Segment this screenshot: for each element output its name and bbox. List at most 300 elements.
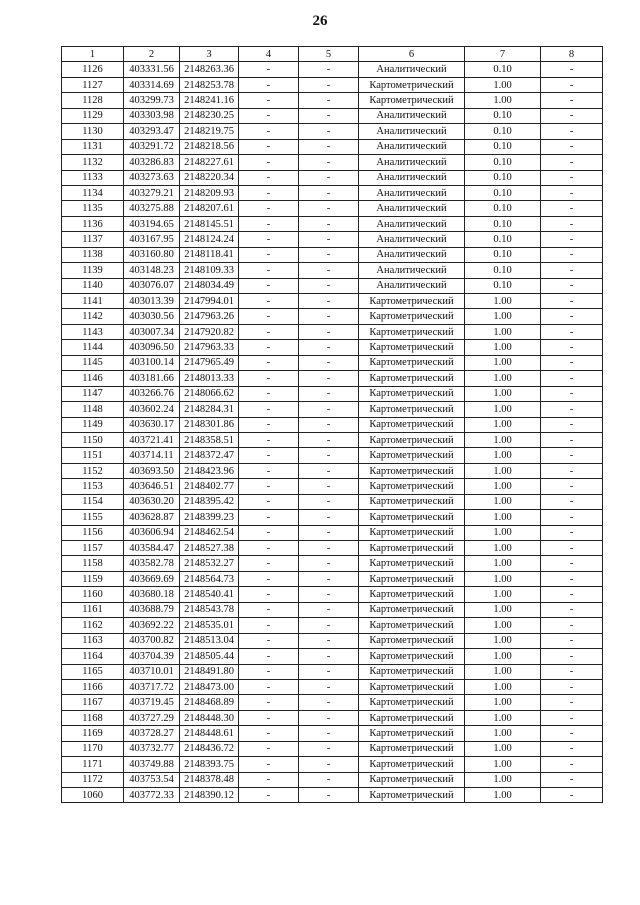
column-4-cell: -	[239, 93, 299, 108]
accuracy-cell: 1.00	[465, 757, 541, 772]
table-row	[62, 216, 603, 231]
y-coordinate-cell: 2148527.38	[180, 541, 239, 556]
y-coordinate-cell: 2148284.31	[180, 402, 239, 417]
point-number-cell: 1165	[62, 664, 124, 679]
method-cell: Картометрический	[359, 710, 465, 725]
point-number-cell: 1133	[62, 170, 124, 185]
coordinates-table	[61, 46, 603, 803]
y-coordinate-cell: 2148393.75	[180, 757, 239, 772]
column-5-cell: -	[299, 772, 359, 787]
column-4-cell: -	[239, 649, 299, 664]
x-coordinate-cell: 403772.33	[124, 788, 180, 803]
x-coordinate-cell: 403693.50	[124, 463, 180, 478]
y-coordinate-cell: 2148227.61	[180, 155, 239, 170]
y-coordinate-cell: 2148564.73	[180, 571, 239, 586]
column-8-cell: -	[541, 278, 603, 293]
table-row	[62, 710, 603, 725]
table-row	[62, 247, 603, 262]
accuracy-cell: 1.00	[465, 448, 541, 463]
point-number-cell: 1060	[62, 788, 124, 803]
column-4-cell: -	[239, 294, 299, 309]
column-8-cell: -	[541, 479, 603, 494]
accuracy-cell: 1.00	[465, 479, 541, 494]
table-row	[62, 170, 603, 185]
point-number-cell: 1147	[62, 386, 124, 401]
column-header: 6	[359, 47, 465, 62]
x-coordinate-cell: 403753.54	[124, 772, 180, 787]
table-row	[62, 62, 603, 77]
table-row	[62, 371, 603, 386]
point-number-cell: 1139	[62, 263, 124, 278]
point-number-cell: 1143	[62, 324, 124, 339]
method-cell: Картометрический	[359, 371, 465, 386]
column-5-cell: -	[299, 726, 359, 741]
column-header: 2	[124, 47, 180, 62]
table-row	[62, 695, 603, 710]
column-5-cell: -	[299, 170, 359, 185]
column-8-cell: -	[541, 108, 603, 123]
accuracy-cell: 0.10	[465, 185, 541, 200]
y-coordinate-cell: 2148207.61	[180, 201, 239, 216]
x-coordinate-cell: 403714.11	[124, 448, 180, 463]
y-coordinate-cell: 2148448.61	[180, 726, 239, 741]
column-8-cell: -	[541, 324, 603, 339]
x-coordinate-cell: 403299.73	[124, 93, 180, 108]
method-cell: Аналитический	[359, 170, 465, 185]
accuracy-cell: 1.00	[465, 93, 541, 108]
table-row	[62, 494, 603, 509]
x-coordinate-cell: 403100.14	[124, 355, 180, 370]
y-coordinate-cell: 2147965.49	[180, 355, 239, 370]
accuracy-cell: 0.10	[465, 263, 541, 278]
column-header: 8	[541, 47, 603, 62]
accuracy-cell: 0.10	[465, 278, 541, 293]
table-row	[62, 417, 603, 432]
method-cell: Картометрический	[359, 788, 465, 803]
point-number-cell: 1163	[62, 633, 124, 648]
column-5-cell: -	[299, 62, 359, 77]
column-4-cell: -	[239, 695, 299, 710]
y-coordinate-cell: 2148395.42	[180, 494, 239, 509]
table-body	[62, 62, 603, 803]
column-5-cell: -	[299, 587, 359, 602]
x-coordinate-cell: 403266.76	[124, 386, 180, 401]
point-number-cell: 1167	[62, 695, 124, 710]
column-8-cell: -	[541, 62, 603, 77]
accuracy-cell: 1.00	[465, 587, 541, 602]
column-5-cell: -	[299, 201, 359, 216]
point-number-cell: 1157	[62, 541, 124, 556]
table-row	[62, 155, 603, 170]
y-coordinate-cell: 2148124.24	[180, 232, 239, 247]
column-8-cell: -	[541, 602, 603, 617]
table-row	[62, 757, 603, 772]
x-coordinate-cell: 403096.50	[124, 340, 180, 355]
point-number-cell: 1166	[62, 679, 124, 694]
y-coordinate-cell: 2148013.33	[180, 371, 239, 386]
y-coordinate-cell: 2148532.27	[180, 556, 239, 571]
column-5-cell: -	[299, 324, 359, 339]
table-row	[62, 602, 603, 617]
method-cell: Аналитический	[359, 124, 465, 139]
table-row	[62, 93, 603, 108]
y-coordinate-cell: 2148218.56	[180, 139, 239, 154]
x-coordinate-cell: 403076.07	[124, 278, 180, 293]
accuracy-cell: 1.00	[465, 664, 541, 679]
method-cell: Картометрический	[359, 741, 465, 756]
point-number-cell: 1137	[62, 232, 124, 247]
method-cell: Картометрический	[359, 695, 465, 710]
column-8-cell: -	[541, 185, 603, 200]
x-coordinate-cell: 403704.39	[124, 649, 180, 664]
method-cell: Картометрический	[359, 463, 465, 478]
point-number-cell: 1160	[62, 587, 124, 602]
point-number-cell: 1146	[62, 371, 124, 386]
accuracy-cell: 1.00	[465, 649, 541, 664]
y-coordinate-cell: 2148253.78	[180, 77, 239, 92]
accuracy-cell: 0.10	[465, 108, 541, 123]
accuracy-cell: 1.00	[465, 741, 541, 756]
y-coordinate-cell: 2148209.93	[180, 185, 239, 200]
method-cell: Картометрический	[359, 602, 465, 617]
column-4-cell: -	[239, 571, 299, 586]
point-number-cell: 1129	[62, 108, 124, 123]
accuracy-cell: 1.00	[465, 494, 541, 509]
column-8-cell: -	[541, 77, 603, 92]
column-8-cell: -	[541, 386, 603, 401]
x-coordinate-cell: 403584.47	[124, 541, 180, 556]
point-number-cell: 1131	[62, 139, 124, 154]
y-coordinate-cell: 2148230.25	[180, 108, 239, 123]
table-row	[62, 139, 603, 154]
method-cell: Аналитический	[359, 278, 465, 293]
column-4-cell: -	[239, 62, 299, 77]
column-4-cell: -	[239, 587, 299, 602]
column-4-cell: -	[239, 479, 299, 494]
y-coordinate-cell: 2148220.34	[180, 170, 239, 185]
accuracy-cell: 1.00	[465, 463, 541, 478]
y-coordinate-cell: 2148436.72	[180, 741, 239, 756]
column-8-cell: -	[541, 216, 603, 231]
x-coordinate-cell: 403314.69	[124, 77, 180, 92]
x-coordinate-cell: 403194.65	[124, 216, 180, 231]
column-5-cell: -	[299, 340, 359, 355]
column-header: 1	[62, 47, 124, 62]
point-number-cell: 1170	[62, 741, 124, 756]
point-number-cell: 1136	[62, 216, 124, 231]
column-5-cell: -	[299, 757, 359, 772]
column-4-cell: -	[239, 432, 299, 447]
column-4-cell: -	[239, 679, 299, 694]
accuracy-cell: 1.00	[465, 309, 541, 324]
column-8-cell: -	[541, 124, 603, 139]
method-cell: Картометрический	[359, 772, 465, 787]
column-4-cell: -	[239, 618, 299, 633]
method-cell: Картометрический	[359, 309, 465, 324]
point-number-cell: 1161	[62, 602, 124, 617]
table-row	[62, 355, 603, 370]
table-row	[62, 633, 603, 648]
column-header: 4	[239, 47, 299, 62]
x-coordinate-cell: 403279.21	[124, 185, 180, 200]
y-coordinate-cell: 2148491.80	[180, 664, 239, 679]
method-cell: Картометрический	[359, 479, 465, 494]
column-8-cell: -	[541, 571, 603, 586]
accuracy-cell: 1.00	[465, 355, 541, 370]
point-number-cell: 1148	[62, 402, 124, 417]
method-cell: Картометрический	[359, 679, 465, 694]
accuracy-cell: 1.00	[465, 602, 541, 617]
method-cell: Картометрический	[359, 77, 465, 92]
y-coordinate-cell: 2147994.01	[180, 294, 239, 309]
column-4-cell: -	[239, 170, 299, 185]
column-4-cell: -	[239, 278, 299, 293]
x-coordinate-cell: 403582.78	[124, 556, 180, 571]
point-number-cell: 1135	[62, 201, 124, 216]
table-row	[62, 124, 603, 139]
table-row	[62, 294, 603, 309]
point-number-cell: 1141	[62, 294, 124, 309]
x-coordinate-cell: 403721.41	[124, 432, 180, 447]
method-cell: Картометрический	[359, 556, 465, 571]
point-number-cell: 1134	[62, 185, 124, 200]
y-coordinate-cell: 2148448.30	[180, 710, 239, 725]
column-8-cell: -	[541, 757, 603, 772]
column-8-cell: -	[541, 294, 603, 309]
y-coordinate-cell: 2148468.89	[180, 695, 239, 710]
column-5-cell: -	[299, 649, 359, 664]
y-coordinate-cell: 2148462.54	[180, 525, 239, 540]
table-row	[62, 201, 603, 216]
y-coordinate-cell: 2148423.96	[180, 463, 239, 478]
x-coordinate-cell: 403275.88	[124, 201, 180, 216]
y-coordinate-cell: 2148473.00	[180, 679, 239, 694]
x-coordinate-cell: 403728.27	[124, 726, 180, 741]
column-5-cell: -	[299, 541, 359, 556]
x-coordinate-cell: 403160.80	[124, 247, 180, 262]
column-5-cell: -	[299, 185, 359, 200]
column-4-cell: -	[239, 710, 299, 725]
column-8-cell: -	[541, 340, 603, 355]
table-row	[62, 772, 603, 787]
method-cell: Картометрический	[359, 541, 465, 556]
x-coordinate-cell: 403732.77	[124, 741, 180, 756]
column-4-cell: -	[239, 463, 299, 478]
column-5-cell: -	[299, 417, 359, 432]
table-row	[62, 510, 603, 525]
column-8-cell: -	[541, 525, 603, 540]
table-row	[62, 324, 603, 339]
column-4-cell: -	[239, 185, 299, 200]
column-header: 7	[465, 47, 541, 62]
y-coordinate-cell: 2148513.04	[180, 633, 239, 648]
column-4-cell: -	[239, 263, 299, 278]
method-cell: Картометрический	[359, 432, 465, 447]
column-5-cell: -	[299, 139, 359, 154]
column-8-cell: -	[541, 232, 603, 247]
method-cell: Картометрический	[359, 587, 465, 602]
y-coordinate-cell: 2148540.41	[180, 587, 239, 602]
y-coordinate-cell: 2148066.62	[180, 386, 239, 401]
method-cell: Картометрический	[359, 402, 465, 417]
table-row	[62, 448, 603, 463]
y-coordinate-cell: 2147963.26	[180, 309, 239, 324]
table-row	[62, 525, 603, 540]
column-4-cell: -	[239, 494, 299, 509]
table-row	[62, 618, 603, 633]
column-4-cell: -	[239, 155, 299, 170]
column-5-cell: -	[299, 216, 359, 231]
column-5-cell: -	[299, 741, 359, 756]
column-8-cell: -	[541, 772, 603, 787]
method-cell: Картометрический	[359, 417, 465, 432]
method-cell: Картометрический	[359, 618, 465, 633]
point-number-cell: 1138	[62, 247, 124, 262]
x-coordinate-cell: 403749.88	[124, 757, 180, 772]
accuracy-cell: 0.10	[465, 216, 541, 231]
accuracy-cell: 1.00	[465, 571, 541, 586]
column-8-cell: -	[541, 494, 603, 509]
column-8-cell: -	[541, 247, 603, 262]
table-row	[62, 741, 603, 756]
table-row	[62, 463, 603, 478]
point-number-cell: 1132	[62, 155, 124, 170]
accuracy-cell: 0.10	[465, 62, 541, 77]
x-coordinate-cell: 403630.20	[124, 494, 180, 509]
point-number-cell: 1142	[62, 309, 124, 324]
x-coordinate-cell: 403630.17	[124, 417, 180, 432]
table-row	[62, 108, 603, 123]
column-5-cell: -	[299, 155, 359, 170]
column-5-cell: -	[299, 355, 359, 370]
accuracy-cell: 0.10	[465, 124, 541, 139]
point-number-cell: 1151	[62, 448, 124, 463]
column-header: 5	[299, 47, 359, 62]
column-8-cell: -	[541, 541, 603, 556]
method-cell: Аналитический	[359, 108, 465, 123]
point-number-cell: 1171	[62, 757, 124, 772]
column-4-cell: -	[239, 664, 299, 679]
method-cell: Картометрический	[359, 633, 465, 648]
column-4-cell: -	[239, 541, 299, 556]
point-number-cell: 1127	[62, 77, 124, 92]
accuracy-cell: 1.00	[465, 402, 541, 417]
x-coordinate-cell: 403680.18	[124, 587, 180, 602]
table-row	[62, 664, 603, 679]
table-header-row	[62, 47, 603, 62]
column-4-cell: -	[239, 340, 299, 355]
column-8-cell: -	[541, 695, 603, 710]
table-row	[62, 587, 603, 602]
column-4-cell: -	[239, 510, 299, 525]
column-8-cell: -	[541, 448, 603, 463]
column-8-cell: -	[541, 463, 603, 478]
column-4-cell: -	[239, 247, 299, 262]
column-5-cell: -	[299, 247, 359, 262]
x-coordinate-cell: 403606.94	[124, 525, 180, 540]
table-row	[62, 185, 603, 200]
x-coordinate-cell: 403273.63	[124, 170, 180, 185]
x-coordinate-cell: 403331.56	[124, 62, 180, 77]
column-8-cell: -	[541, 139, 603, 154]
column-5-cell: -	[299, 93, 359, 108]
point-number-cell: 1150	[62, 432, 124, 447]
accuracy-cell: 1.00	[465, 371, 541, 386]
column-4-cell: -	[239, 371, 299, 386]
point-number-cell: 1126	[62, 62, 124, 77]
x-coordinate-cell: 403688.79	[124, 602, 180, 617]
x-coordinate-cell: 403646.51	[124, 479, 180, 494]
table-row	[62, 340, 603, 355]
method-cell: Аналитический	[359, 139, 465, 154]
accuracy-cell: 1.00	[465, 77, 541, 92]
column-4-cell: -	[239, 417, 299, 432]
column-4-cell: -	[239, 772, 299, 787]
column-8-cell: -	[541, 741, 603, 756]
column-5-cell: -	[299, 232, 359, 247]
x-coordinate-cell: 403013.39	[124, 294, 180, 309]
point-number-cell: 1153	[62, 479, 124, 494]
x-coordinate-cell: 403692.22	[124, 618, 180, 633]
column-8-cell: -	[541, 93, 603, 108]
accuracy-cell: 1.00	[465, 772, 541, 787]
accuracy-cell: 1.00	[465, 556, 541, 571]
column-8-cell: -	[541, 371, 603, 386]
x-coordinate-cell: 403303.98	[124, 108, 180, 123]
column-5-cell: -	[299, 695, 359, 710]
method-cell: Картометрический	[359, 355, 465, 370]
point-number-cell: 1168	[62, 710, 124, 725]
accuracy-cell: 0.10	[465, 232, 541, 247]
column-4-cell: -	[239, 726, 299, 741]
column-5-cell: -	[299, 124, 359, 139]
column-8-cell: -	[541, 355, 603, 370]
column-8-cell: -	[541, 710, 603, 725]
y-coordinate-cell: 2148219.75	[180, 124, 239, 139]
method-cell: Картометрический	[359, 664, 465, 679]
x-coordinate-cell: 403291.72	[124, 139, 180, 154]
column-4-cell: -	[239, 757, 299, 772]
column-4-cell: -	[239, 788, 299, 803]
table-row	[62, 649, 603, 664]
method-cell: Аналитический	[359, 201, 465, 216]
column-4-cell: -	[239, 556, 299, 571]
column-5-cell: -	[299, 108, 359, 123]
column-5-cell: -	[299, 77, 359, 92]
table-row	[62, 232, 603, 247]
column-8-cell: -	[541, 417, 603, 432]
column-4-cell: -	[239, 602, 299, 617]
column-5-cell: -	[299, 371, 359, 386]
table-row	[62, 309, 603, 324]
column-4-cell: -	[239, 633, 299, 648]
method-cell: Картометрический	[359, 757, 465, 772]
x-coordinate-cell: 403286.83	[124, 155, 180, 170]
x-coordinate-cell: 403700.82	[124, 633, 180, 648]
x-coordinate-cell: 403167.95	[124, 232, 180, 247]
column-8-cell: -	[541, 788, 603, 803]
column-4-cell: -	[239, 201, 299, 216]
method-cell: Картометрический	[359, 571, 465, 586]
y-coordinate-cell: 2148109.33	[180, 263, 239, 278]
accuracy-cell: 1.00	[465, 788, 541, 803]
column-5-cell: -	[299, 432, 359, 447]
column-8-cell: -	[541, 201, 603, 216]
table-row	[62, 263, 603, 278]
y-coordinate-cell: 2148399.23	[180, 510, 239, 525]
table-row	[62, 432, 603, 447]
column-8-cell: -	[541, 618, 603, 633]
